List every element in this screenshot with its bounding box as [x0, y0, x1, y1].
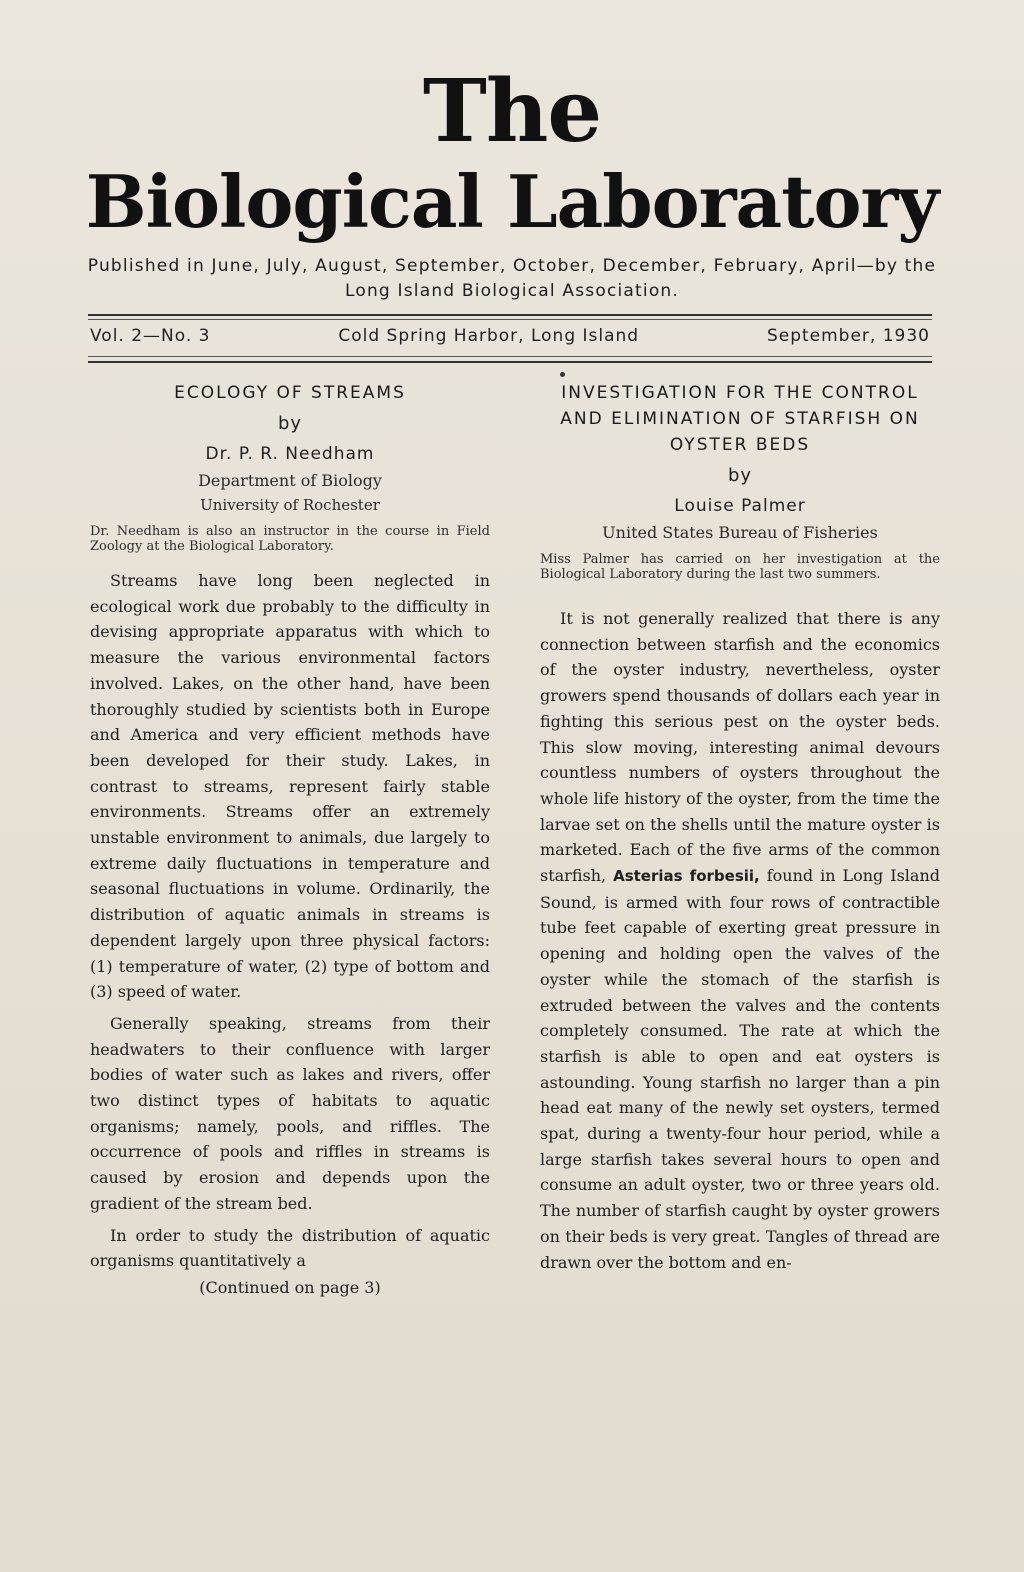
paragraph-text: found in Long Island Sound, is armed with four rows of contractible tube feet capable of exerting great pressure in opening and holding open the valves of the oyster while the stomach of the starfish is extruded between the valves and the contents completely consumed. The rate at which the starfish is able to open and eat oysters is astounding. Young starfish no larger than a pin head eat many of the newly set oysters, termed spat, during a twenty-four hour period, while a large starfish takes several hours to open and consume an adult oyster, two or three years old. The number of starfish caught by oyster growers on their beds is very great. Tangles of thread are drawn over the bottom and en- — [540, 866, 941, 1272]
author-note: Miss Palmer has carried on her investigation at the Biological Laboratory during the last two summers. — [540, 552, 940, 582]
masthead-title-the: The — [422, 61, 602, 162]
species-name: Asterias forbesii, — [613, 867, 760, 886]
issue-place: Cold Spring Harbor, Long Island — [338, 326, 640, 346]
article-paragraph: Streams have long been neglected in ecological work due probably to the difficulty in devising appropriate apparatus with which to measure the various environmental factors involved. Lakes, on the other hand, have been thoroughly studied by scientists both in Europe and America and very efficient methods have been developed for their study. Lakes, in contrast to streams, represent fairly stable environments. Streams offer an extremely unstable environment to animals, due largely to extreme daily fluctuations in temperature and seasonal fluctuations in volume. Ordinarily, the distribution of aquatic animals in streams is dependent largely upon three physical factors: (1) temperature of water, (2) type of bottom and (3) speed of water. — [90, 571, 490, 1002]
article-starfish-investigation — [540, 380, 940, 1275]
article-affiliation: United States Bureau of Fisheries — [602, 523, 878, 542]
issue-volume: Vol. 2—No. 3 — [90, 326, 211, 346]
article-paragraph: Generally speaking, streams from their headwaters to their confluence with larger bodies of water such as lakes and rivers, offer two distinct types of habitats to aquatic organisms; namely, pools, and riffles. The occurrence of pools and riffles in streams is caused by erosion and depends upon the gradient of the stream bed. — [90, 1013, 490, 1213]
article-byline: by — [277, 413, 303, 434]
article-affiliation-university: University of Rochester — [200, 496, 380, 514]
article-paragraph — [540, 606, 940, 1275]
article-author: Louise Palmer — [674, 496, 806, 516]
top-rule — [88, 314, 932, 316]
bullet-dot — [560, 372, 565, 377]
bottom-rule — [88, 361, 932, 363]
article-affiliation-department: Department of Biology — [198, 471, 382, 490]
issue-line — [90, 324, 930, 348]
publication-info: Published in June, July, August, September, October, December, February, April—by the Long Island Biological Association. — [87, 256, 937, 301]
article-heading: INVESTIGATION FOR THE CONTROL AND ELIMINATION OF STARFISH ON OYSTER BEDS — [560, 383, 920, 455]
article-ecology-of-streams — [90, 380, 490, 1300]
paragraph-text: It is not generally realized that there is any connection between starfish and the economics of the oyster industry, nevertheless, oyster growers spend thousands of dollars each year in fighting this serious pest on the oyster beds. This slow moving, interesting animal devours countless numbers of oysters throughout the whole life history of the oyster, from the time the larvae set on the shells until the mature oyster is marketed. Each of the five arms of the common starfish, — [540, 609, 940, 886]
issue-date: September, 1930 — [766, 326, 930, 346]
article-paragraph: In order to study the distribution of aquatic organisms quantitatively a — [90, 1225, 490, 1271]
masthead — [78, 61, 946, 304]
article-byline: by — [727, 465, 753, 486]
author-note: Dr. Needham is also an instructor in the course in Field Zoology at the Biological Laboratory. — [90, 524, 490, 554]
article-author: Dr. P. R. Needham — [205, 444, 375, 464]
top-rule-thin — [88, 319, 932, 320]
continued-note: (Continued on page 3) — [199, 1277, 381, 1297]
article-heading: ECOLOGY OF STREAMS — [174, 383, 406, 403]
bottom-rule-thin — [88, 356, 932, 357]
masthead-title: Biological Laboratory — [85, 159, 939, 244]
